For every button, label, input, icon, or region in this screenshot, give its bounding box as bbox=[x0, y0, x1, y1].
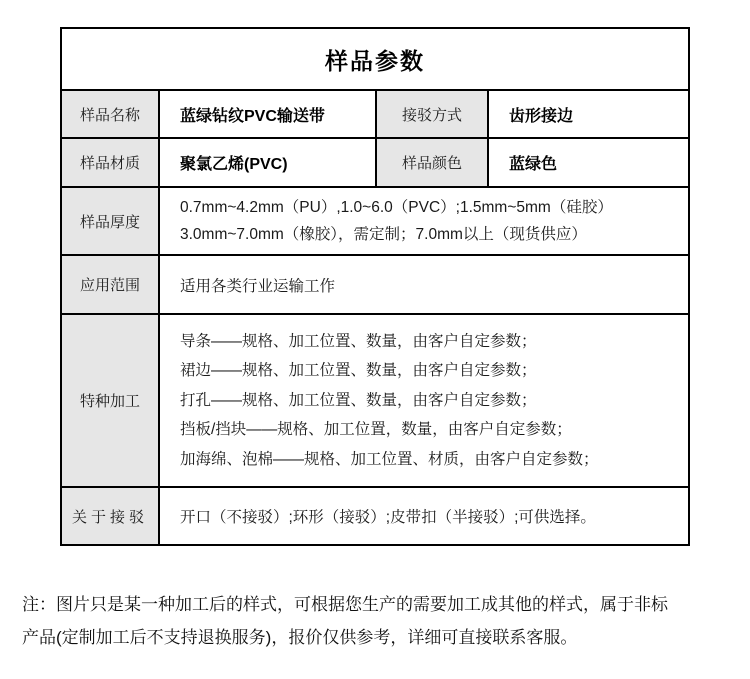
processing-line: 挡板/挡块——规格、加工位置，数量，由客户自定参数； bbox=[180, 421, 572, 439]
row-label-application: 应用范围 bbox=[61, 255, 159, 314]
table-row-about-joint bbox=[61, 487, 689, 545]
footnote bbox=[22, 588, 722, 654]
row-value-joint-method: 齿形接边 bbox=[488, 90, 689, 138]
row-label-special-processing: 特种加工 bbox=[61, 314, 159, 487]
row-label-about-joint: 关于接驳 bbox=[61, 487, 159, 545]
table-row-thickness bbox=[61, 187, 689, 255]
processing-line: 导条——规格、加工位置、数量，由客户自定参数； bbox=[180, 332, 537, 350]
table-row-special-processing bbox=[61, 314, 689, 487]
row-label-color: 样品颜色 bbox=[376, 138, 488, 187]
table-row-material bbox=[61, 138, 689, 187]
processing-line: 加海绵、泡棉——规格、加工位置、材质，由客户自定参数； bbox=[180, 450, 599, 468]
row-value-thickness bbox=[159, 187, 689, 255]
table-row-application bbox=[61, 255, 689, 314]
thickness-line: 0.7mm~4.2mm（PU）,1.0~6.0（PVC）;1.5mm~5mm（硅胶） bbox=[180, 199, 613, 216]
row-value-material: 聚氯乙烯(PVC) bbox=[159, 138, 376, 187]
title-row bbox=[61, 28, 689, 90]
row-value-sample-name: 蓝绿钻纹PVC输送带 bbox=[159, 90, 376, 138]
row-value-special-processing bbox=[159, 314, 689, 487]
footnote-line: 产品(定制加工后不支持退换服务)，报价仅供参考，详细可直接联系客服。 bbox=[22, 628, 578, 647]
row-label-thickness: 样品厚度 bbox=[61, 187, 159, 255]
row-label-joint-method: 接驳方式 bbox=[376, 90, 488, 138]
processing-line: 打孔——规格、加工位置、数量，由客户自定参数； bbox=[180, 391, 537, 409]
table-row-name bbox=[61, 90, 689, 138]
row-value-about-joint: 开口（不接驳）;环形（接驳）;皮带扣（半接驳）;可供选择。 bbox=[159, 487, 689, 545]
spec-table bbox=[60, 27, 690, 546]
row-value-application: 适用各类行业运输工作 bbox=[159, 255, 689, 314]
footnote-line: 注：图片只是某一种加工后的样式，可根据您生产的需要加工成其他的样式，属于非标 bbox=[22, 595, 668, 614]
row-label-sample-name: 样品名称 bbox=[61, 90, 159, 138]
processing-line: 裙边——规格、加工位置、数量，由客户自定参数； bbox=[180, 362, 537, 380]
thickness-line: 3.0mm~7.0mm（橡胶），需定制；7.0mm以上（现货供应） bbox=[180, 226, 587, 243]
row-label-material: 样品材质 bbox=[61, 138, 159, 187]
page-title: 样品参数 bbox=[61, 28, 689, 90]
row-value-color: 蓝绿色 bbox=[488, 138, 689, 187]
